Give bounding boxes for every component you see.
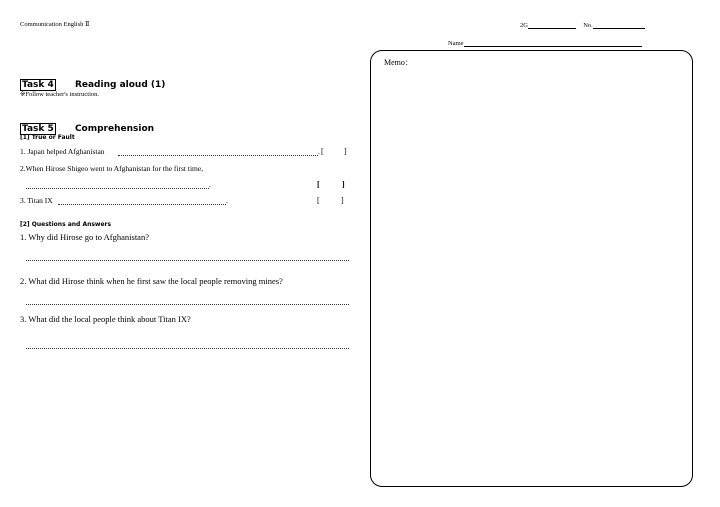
tf-answer-line-1[interactable] xyxy=(118,155,318,156)
tf-item-3: 3. Titan IX xyxy=(20,196,53,205)
number-label: No. xyxy=(583,22,593,29)
question-3: 3. What did the local people think about Titan IX? xyxy=(20,314,191,324)
task5-title: Comprehension xyxy=(74,124,155,134)
tf-answer-line-3[interactable] xyxy=(58,204,226,205)
task4-label: Task 4 xyxy=(22,80,54,90)
tf-bracket-left-2: [ xyxy=(317,180,320,189)
task4-heading xyxy=(20,72,165,91)
task4-title: Reading aloud (1) xyxy=(74,80,166,90)
answer-line-2[interactable] xyxy=(26,304,349,305)
task4-note: ※Follow teacher's instruction. xyxy=(20,91,100,98)
task5-label: Task 5 xyxy=(22,124,54,134)
true-false-heading: [1] True or Fault xyxy=(20,134,75,141)
tf-item-3-end: . xyxy=(226,196,228,205)
tf-item-1: 1. Japan helped Afghanistan xyxy=(20,147,105,156)
tf-bracket-right-1: ] xyxy=(344,147,347,156)
name-field[interactable] xyxy=(448,38,642,47)
tf-item-1-end: . xyxy=(318,147,320,156)
tf-item-2-end: . xyxy=(209,180,211,189)
class-field[interactable] xyxy=(520,20,645,29)
question-1: 1. Why did Hirose go to Afghanistan? xyxy=(20,232,149,242)
tf-item-2: 2.When Hirose Shigeo went to Afghanistan for the first time, xyxy=(20,164,204,173)
answer-line-3[interactable] xyxy=(26,348,349,349)
memo-label: Memo： xyxy=(384,58,413,67)
tf-bracket-right-2: ] xyxy=(342,180,345,189)
memo-box[interactable] xyxy=(370,50,693,487)
answer-line-1[interactable] xyxy=(26,260,349,261)
class-prefix: 2G xyxy=(520,22,528,29)
tf-answer-line-2[interactable] xyxy=(26,188,209,189)
tf-bracket-left-3: [ xyxy=(317,196,320,205)
course-title: Communication English Ⅱ xyxy=(20,21,90,28)
tf-bracket-right-3: ] xyxy=(341,196,344,205)
name-label: Name xyxy=(448,40,464,47)
question-2: 2. What did Hirose think when he first saw the local people removing mines? xyxy=(20,276,283,286)
task5-heading xyxy=(20,116,154,135)
qa-heading: [2] Questions and Answers xyxy=(20,221,112,228)
tf-bracket-left-1: [ xyxy=(321,147,324,156)
